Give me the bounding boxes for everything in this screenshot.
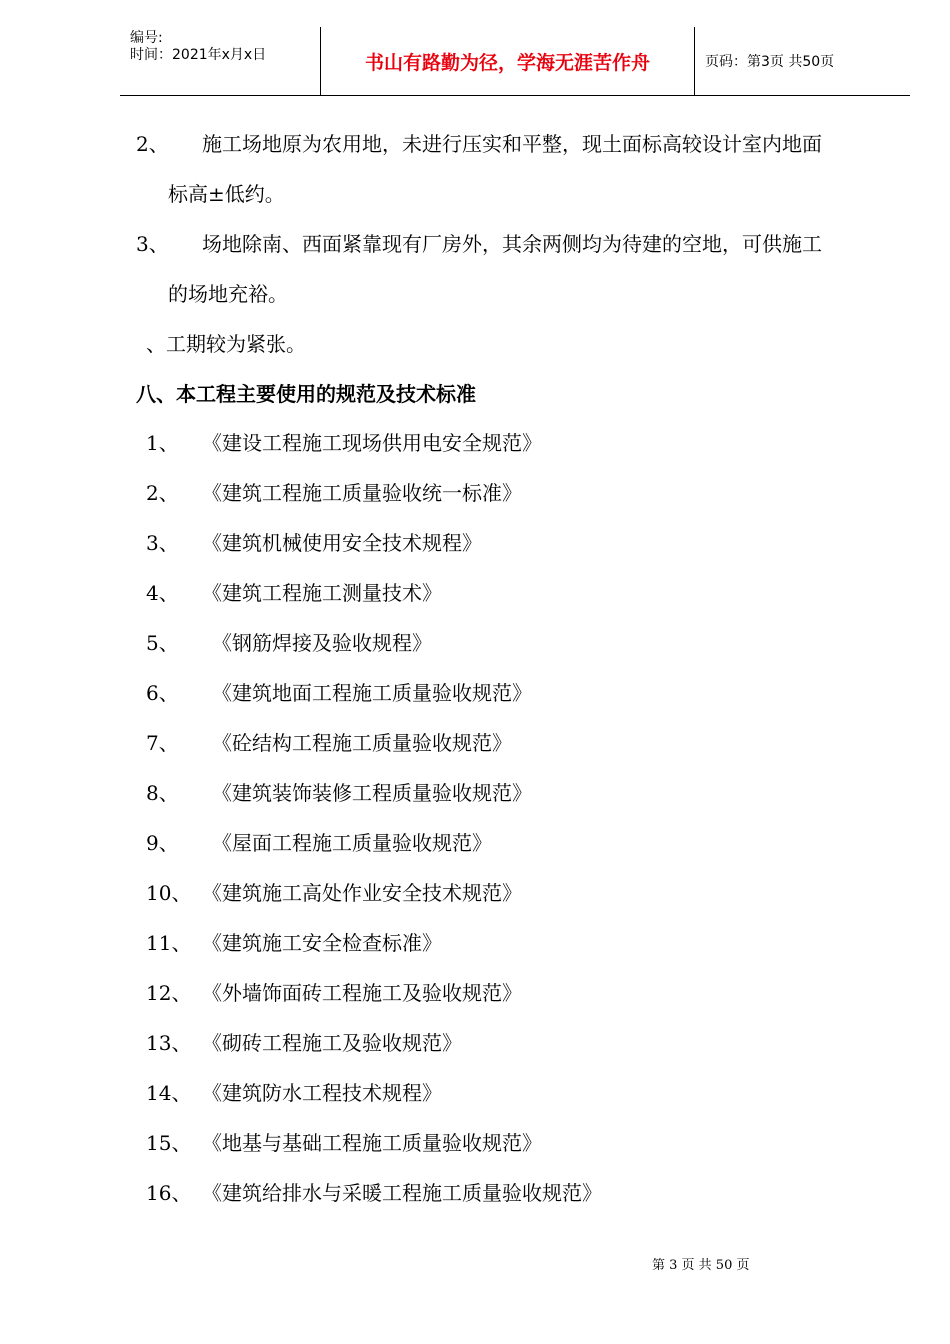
standard-number: 2、 xyxy=(146,481,179,505)
standard-title: 《建筑机械使用安全技术规程》 xyxy=(202,531,482,555)
standard-title: 《建筑给排水与采暖工程施工质量验收规范》 xyxy=(202,1181,602,1205)
standard-title: 《外墙饰面砖工程施工及验收规范》 xyxy=(202,981,522,1005)
paragraph-text: 标高±低约。 xyxy=(168,182,285,206)
standard-number: 14、 xyxy=(146,1081,192,1105)
paragraph-text: 场地除南、西面紧靠现有厂房外，其余两侧均为待建的空地，可供施工 xyxy=(202,232,822,256)
paragraph-number: 3、 xyxy=(136,232,169,256)
standard-number: 3、 xyxy=(146,531,179,555)
standard-title: 《建筑工程施工质量验收统一标准》 xyxy=(202,481,522,505)
standard-title: 《地基与基础工程施工质量验收规范》 xyxy=(202,1131,542,1155)
standard-number: 8、 xyxy=(146,781,179,805)
section-title: 八、本工程主要使用的规范及技术标准 xyxy=(136,382,476,406)
standard-number: 7、 xyxy=(146,731,179,755)
standard-title: 《建筑装饰装修工程质量验收规范》 xyxy=(212,781,532,805)
standard-number: 9、 xyxy=(146,831,179,855)
standard-title: 《建筑工程施工测量技术》 xyxy=(202,581,442,605)
time-label: 时间：2021年x月x日 xyxy=(130,47,267,63)
header-page-label: 页码：第3页 共50页 xyxy=(705,54,835,70)
standard-title: 《建筑施工高处作业安全技术规范》 xyxy=(202,881,522,905)
standard-number: 16、 xyxy=(146,1181,192,1205)
standard-title: 《砌砖工程施工及验收规范》 xyxy=(202,1031,462,1055)
page-footer: 第 3 页 共 50 页 xyxy=(652,1258,750,1273)
standard-title: 《建筑防水工程技术规程》 xyxy=(202,1081,442,1105)
page-header xyxy=(120,27,910,96)
standard-number: 13、 xyxy=(146,1031,192,1055)
standard-title: 《建筑地面工程施工质量验收规范》 xyxy=(212,681,532,705)
paragraph-number: 2、 xyxy=(136,132,169,156)
header-meta xyxy=(120,27,321,95)
header-motto: 书山有路勤为径，学海无涯苦作舟 xyxy=(321,27,695,95)
standard-number: 4、 xyxy=(146,581,179,605)
standard-title: 《砼结构工程施工质量验收规范》 xyxy=(212,731,512,755)
standard-number: 15、 xyxy=(146,1131,192,1155)
standard-number: 10、 xyxy=(146,881,192,905)
paragraph-text: 、工期较为紧张。 xyxy=(146,332,306,356)
standard-title: 《建设工程施工现场供用电安全规范》 xyxy=(202,431,542,455)
paragraph-text: 的场地充裕。 xyxy=(168,282,288,306)
standard-number: 11、 xyxy=(146,931,192,955)
serial-label: 编号: xyxy=(130,30,163,46)
standard-number: 1、 xyxy=(146,431,179,455)
standard-title: 《屋面工程施工质量验收规范》 xyxy=(212,831,492,855)
standard-title: 《建筑施工安全检查标准》 xyxy=(202,931,442,955)
paragraph-text: 施工场地原为农用地，未进行压实和平整，现土面标高较设计室内地面 xyxy=(202,132,822,156)
standard-number: 5、 xyxy=(146,631,179,655)
standard-number: 6、 xyxy=(146,681,179,705)
standard-number: 12、 xyxy=(146,981,192,1005)
standard-title: 《钢筋焊接及验收规程》 xyxy=(212,631,432,655)
